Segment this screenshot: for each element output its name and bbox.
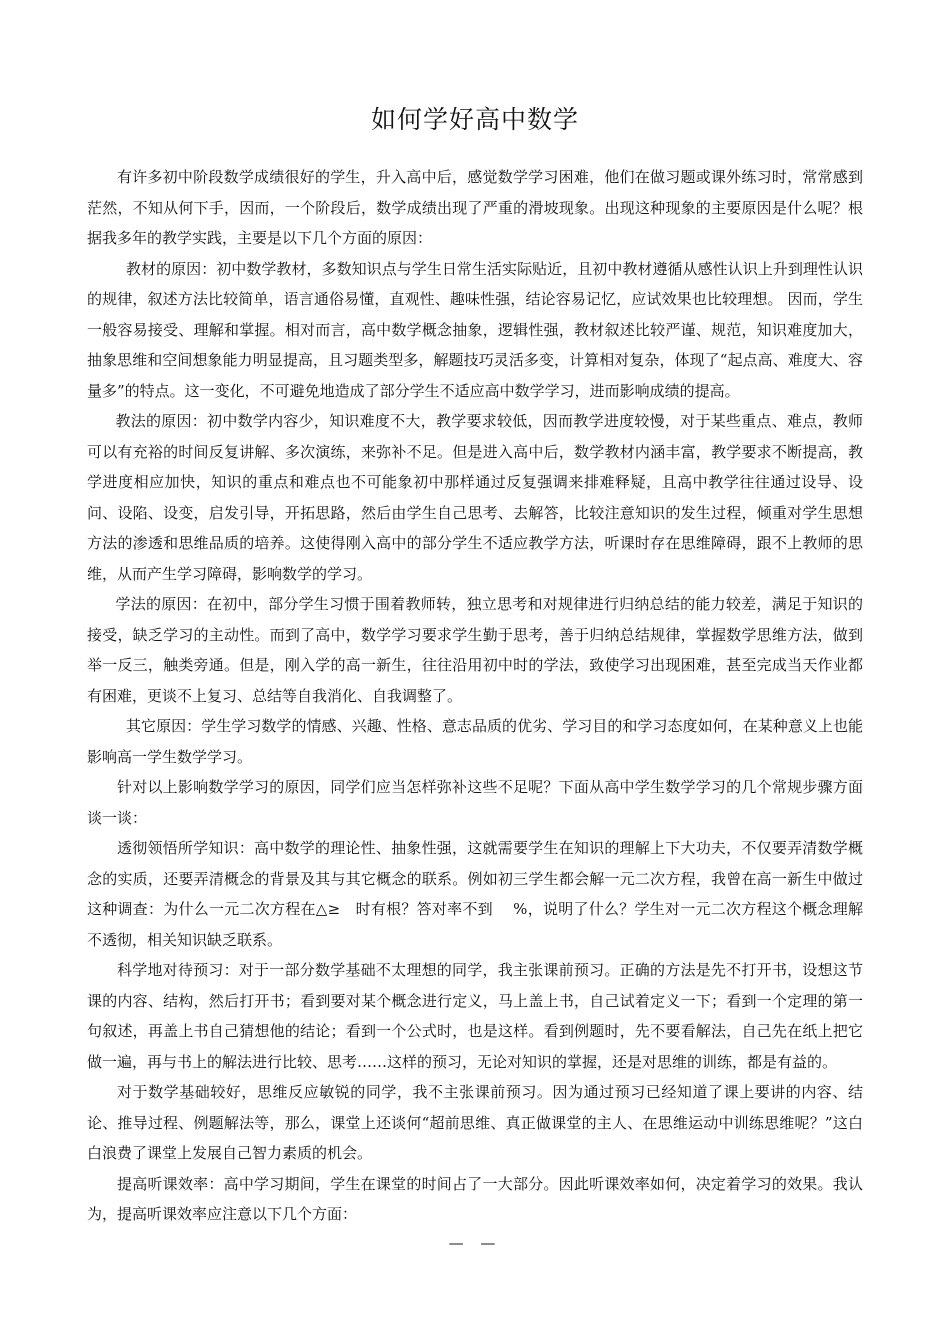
paragraph-intro: 有许多初中阶段数学成绩很好的学生，升入高中后，感觉数学学习困难，他们在做习题或课外练习时，常常感到茫然，不知从何下手，因而，一个阶段后，数学成绩出现了严重的滑坡现象。出现这种现象的主要原因是什么呢？根据我多年的教学实践，主要是以下几个方面的原因： — [87, 168, 863, 247]
paragraph-listening-efficiency: 提高听课效率：高中学习期间，学生在课堂的时间占了一大部分。因此听课效率如何，决定着学习的效果。我认为，提高听课效率应注意以下几个方面： — [87, 1174, 863, 1223]
paragraph-understand-knowledge: 透彻领悟所学知识：高中数学的理论性、抽象性强，这就需要学生在知识的理解上下大功夫，不仅要弄清数学概念的实质，还要弄清概念的背景及其与其它概念的联系。例如初三学生都会解一元二次方程，我曾在高一新生中做过这种调查：为什么一元二次方程在△≥ 时有根？答对率不到 %，说明了什么？学生对一元二次方程这个概念理解不透彻，相关知识缺乏联系。 — [87, 839, 863, 949]
page-title: 如何学好高中数学 — [370, 105, 579, 134]
document-body — [87, 162, 863, 1230]
paragraph-teaching-reason: 教法的原因：初中数学内容少，知识难度不大，教学要求较低，因而教学进度较慢，对于某些重点、难点，教师可以有充裕的时间反复讲解、多次演练，来弥补不足。但是进入高中后，数学教材内涵丰富，教学要求不断提高，教学进度相应加快，知识的重点和难点也不可能象初中那样通过反复强调来排难释疑，且高中教学往往通过设导、设问、设陷、设变，启发引导，开拓思路，然后由学生自己思考、去解答，比较注意知识的发生过程，倾重对学生思想方法的渗透和思维品质的培养。这使得刚入高中的部分学生不适应教学方法，听课时存在思维障碍，跟不上教师的思维，从而产生学习障碍，影响数学的学习。 — [87, 412, 863, 583]
paragraph-learning-reason: 学法的原因：在初中，部分学生习惯于围着教师转，独立思考和对规律进行归纳总结的能力较差，满足于知识的接受，缺乏学习的主动性。而到了高中，数学学习要求学生勤于思考，善于归纳总结规律，掌握数学思维方法，做到举一反三，触类旁通。但是，刚入学的高一新生，往往沿用初中时的学法，致使学习出现困难，甚至完成当天作业都有困难，更谈不上复习、总结等自我消化、自我调整了。 — [87, 595, 863, 705]
paragraph-other-reasons: 其它原因：学生学习数学的情感、兴趣、性格、意志品质的优劣、学习目的和学习态度如何，在某种意义上也能影响高一学生数学学习。 — [87, 717, 863, 766]
paragraph-preview-advanced: 对于数学基础较好，思维反应敏锐的同学，我不主张课前预习。因为通过预习已经知道了课上要讲的内容、结论、推导过程、例题解法等，那么，课堂上还谈何“超前思维、真正做课堂的主人、在思维运动中训练思维呢？”这白白浪费了课堂上发展自己智力素质的机会。 — [87, 1083, 863, 1162]
paragraph-textbook-reason: 教材的原因：初中数学教材，多数知识点与学生日常生活实际贴近，且初中教材遵循从感性认识上升到理性认识的规律，叙述方法比较简单，语言通俗易懂，直观性、趣味性强，结论容易记忆，应试效果也比较理想。 因而，学生一般容易接受、理解和掌握。相对而言，高中数学概念抽象，逻辑性强，教材叙述比较严谨、规范，知识难度加大，抽象思维和空间想象能力明显提高，且习题类型多，解题技巧灵活多变，计算相对复杂，体现了“起点高、难度大、容量多”的特点。这一变化，不可避免地造成了部分学生不适应高中数学学习，进而影响成绩的提高。 — [87, 259, 863, 400]
paragraph-remedies-intro: 针对以上影响数学学习的原因，同学们应当怎样弥补这些不足呢？下面从高中学生数学学习的几个常规步骤方面谈一谈： — [87, 778, 863, 827]
page-number: — — — [448, 1234, 502, 1252]
paragraph-preview: 科学地对待预习：对于一部分数学基础不太理想的同学，我主张课前预习。正确的方法是先不打开书，设想这节课的内容、结构，然后打开书；看到要对某个概念进行定义，马上盖上书，自己试着定义一下；看到一个定理的第一句叙述，再盖上书自己猜想他的结论；看到一个公式时，也是这样。看到例题时，先不要看解法，自己先在纸上把它做一遍，再与书上的解法进行比较、思考……这样的预习，无论对知识的掌握，还是对思维的训练，都是有益的。 — [87, 961, 863, 1071]
